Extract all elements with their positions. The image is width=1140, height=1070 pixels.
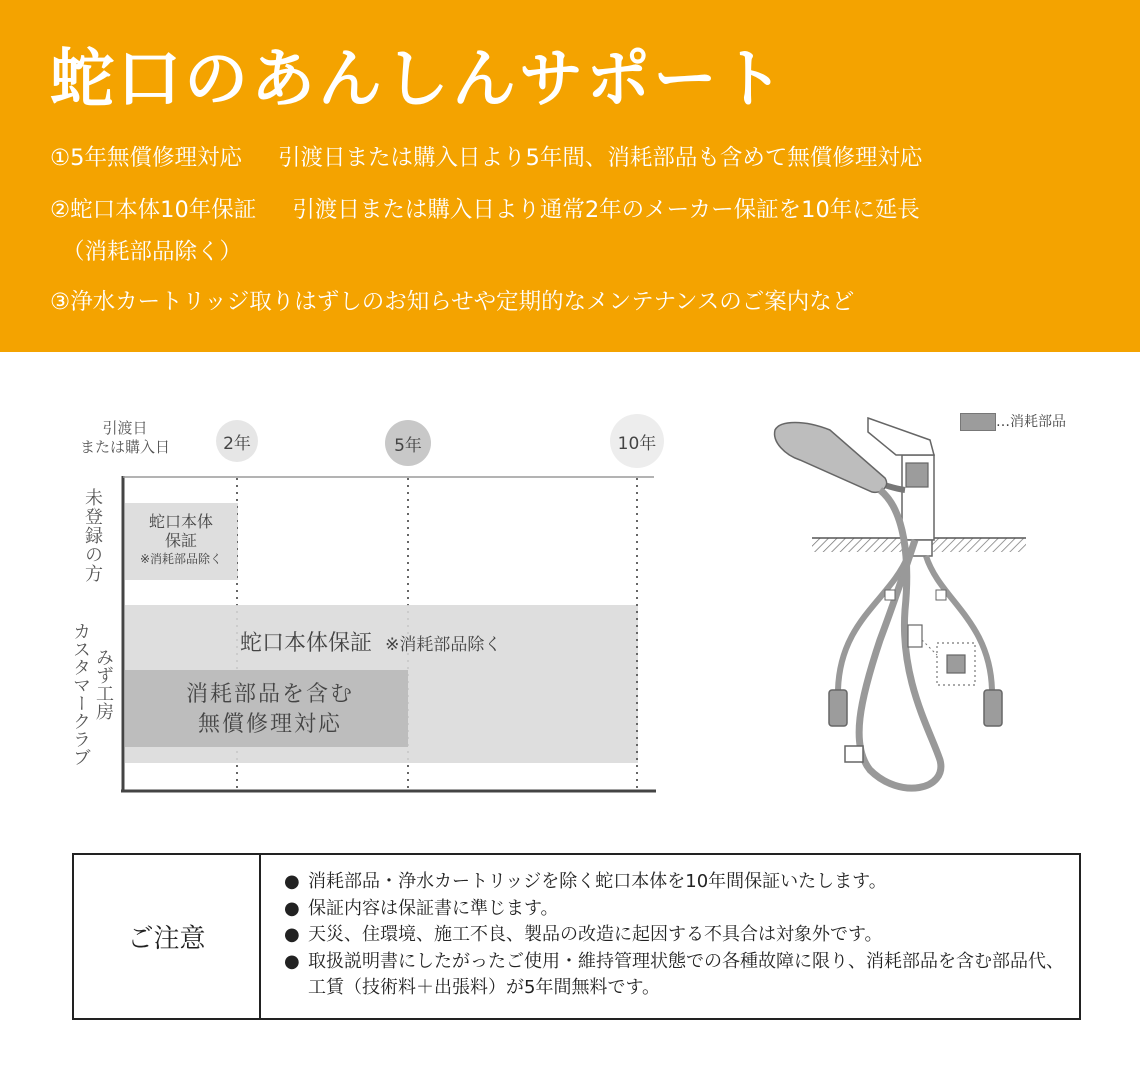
notes-list [284, 869, 1074, 1002]
note-text: 保証内容は保証書に準じます。 [308, 897, 559, 919]
feature-desc: 引渡日または購入日より通常2年のメーカー保証を10年に延長 [292, 197, 920, 223]
note-item [284, 896, 1074, 923]
row-label-member-right: みず工房 [93, 648, 114, 720]
note-text: 消耗部品・浄水カートリッジを除く蛇口本体を10年間保証いたします。 [308, 871, 887, 892]
bullet-icon: ● [284, 897, 300, 919]
unregistered-title-1: 蛇口本体 [148, 512, 213, 531]
row-label-unregistered: 未登録の方 [82, 488, 103, 583]
marker-10-years: 10年 [610, 414, 664, 468]
note-item [284, 922, 1074, 949]
feature-desc: （消耗部品除く） [62, 239, 243, 265]
note-item [284, 869, 1074, 896]
notes-divider [259, 853, 261, 1020]
unregistered-bar-label [125, 512, 237, 568]
feature-name: ②蛇口本体10年保証 [50, 197, 257, 223]
feature-desc: 引渡日または購入日より5年間、消耗部品も含めて無償修理対応 [278, 145, 923, 171]
unregistered-note: ※消耗部品除く [139, 552, 223, 566]
legend-label: …消耗部品 [996, 414, 1066, 430]
notes-heading: ご注意 [127, 924, 206, 954]
member-warranty-title: 蛇口本体保証 [240, 631, 373, 656]
note-text: 天災、住環境、施工不良、製品の改造に起因する不具合は対象外です。 [308, 924, 883, 945]
member-repair-line-2: 無償修理対応 [197, 712, 342, 737]
member-repair-line-1: 消耗部品を含む [185, 682, 354, 707]
feature-name: ①5年無償修理対応 [50, 145, 242, 171]
member-warranty-note: ※消耗部品除く [385, 635, 502, 655]
page-title: 蛇口のあんしんサポート [50, 43, 787, 117]
marker-2-years: 2年 [216, 420, 258, 462]
bullet-icon: ● [284, 871, 300, 892]
row-label-member-left: カスタマークラブ [70, 622, 91, 766]
marker-5-years: 5年 [385, 420, 431, 466]
unregistered-title-2: 保証 [164, 531, 197, 550]
member-warranty-label [240, 626, 501, 657]
note-item [284, 949, 1074, 1002]
bullet-icon: ● [284, 950, 300, 972]
note-text: 取扱説明書にしたがったご使用・維持管理状態での各種故障に限り、消耗部品を含む部品代、工賃（技術料＋出張料）が5年間無料です。 [308, 950, 1064, 998]
start-label-line-1: 引渡日 [102, 419, 148, 437]
feature-name: ③浄水カートリッジ取りはずしのお知らせや定期的なメンテナンスのご案内など [50, 289, 855, 315]
bullet-icon: ● [284, 924, 300, 945]
faucet-diagram-icon [760, 400, 1050, 810]
member-repair-label [130, 680, 410, 740]
start-label-line-2: または購入日 [79, 438, 170, 456]
